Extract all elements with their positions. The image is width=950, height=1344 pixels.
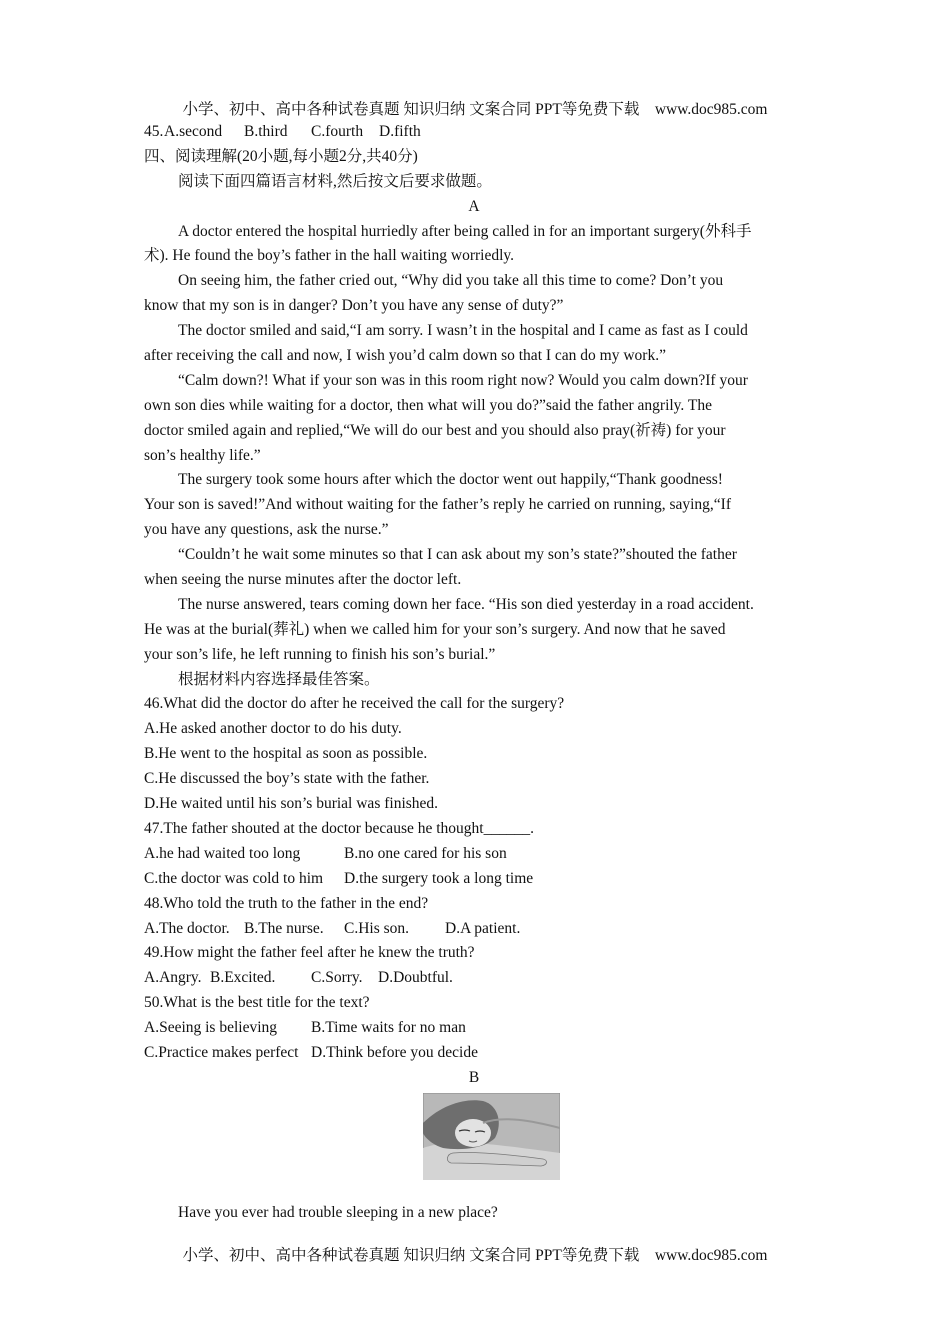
option: C.Practice makes perfect: [144, 1043, 299, 1061]
passage-line: 术). He found the boy’s father in the hall waiting worriedly.: [144, 247, 515, 265]
passage-line: The doctor smiled and said,“I am sorry. I wasn’t in the hospital and I came as fast as I could: [178, 322, 748, 340]
option: B.Time waits for no man: [311, 1019, 466, 1037]
passage-line: “Calm down?! What if your son was in this room right now? Would you calm down?If your: [178, 371, 748, 389]
passage-line: doctor smiled again and replied,“We will do our best and you should also pray(祈祷) for your: [144, 421, 726, 439]
option: D.fifth: [379, 123, 421, 140]
option: B.Excited.: [210, 969, 276, 987]
option: B.no one cared for his son: [344, 844, 507, 862]
options-row: [144, 917, 804, 942]
passage-line: you have any questions, ask the nurse.”: [144, 521, 389, 539]
question-45-stem: 45.: [144, 123, 164, 140]
passage-line: A doctor entered the hospital hurriedly after being called in for an important surgery(外科手: [178, 222, 752, 240]
page-header: 小学、初中、高中各种试卷真题 知识归纳 文案合同 PPT等免费下载 www.doc985.com: [182, 101, 768, 118]
page-footer: 小学、初中、高中各种试卷真题 知识归纳 文案合同 PPT等免费下载 www.doc985.com: [182, 1247, 768, 1264]
passage-line: He was at the burial(葬礼) when we called him for your son’s surgery. And now that he saved: [144, 620, 726, 638]
option: C.His son.: [344, 919, 410, 937]
option: D.the surgery took a long time: [344, 869, 534, 887]
passage-b-line: Have you ever had trouble sleeping in a new place?: [178, 1203, 498, 1221]
question-50-stem: 50.What is the best title for the text?: [144, 994, 370, 1012]
passage-line: On seeing him, the father cried out, “Why did you take all this time to come? Don’t you: [178, 272, 724, 290]
option: C.the doctor was cold to him: [144, 869, 324, 887]
option: D.Doubtful.: [378, 969, 453, 987]
passage-line: when seeing the nurse minutes after the doctor left.: [144, 571, 462, 589]
question-46-stem: 46.What did the doctor do after he received the call for the surgery?: [144, 695, 565, 713]
options-row: [144, 867, 804, 892]
question-48-stem: 48.Who told the truth to the father in the end?: [144, 894, 429, 912]
passage-line: own son dies while waiting for a doctor, then what will you do?”said the father angrily. The: [144, 396, 712, 414]
passage-b-label: B: [468, 1068, 480, 1086]
sleeping-woman-image: [144, 1093, 804, 1187]
question-49-stem: 49.How might the father feel after he knew the truth?: [144, 944, 475, 962]
question-47-stem: 47.The father shouted at the doctor because he thought______.: [144, 819, 534, 837]
passage-line: “Couldn’t he wait some minutes so that I can ask about my son’s state?”shouted the father: [178, 546, 737, 564]
section-title: 四、阅读理解(20小题,每小题2分,共40分): [144, 147, 418, 165]
option: C.He discussed the boy’s state with the father.: [144, 770, 430, 788]
passage-a-label: A: [468, 197, 480, 215]
passage-a-instruction: 根据材料内容选择最佳答案。: [178, 670, 380, 688]
options-row: [144, 966, 804, 991]
passage-line: son’s healthy life.”: [144, 446, 261, 464]
passage-line: The surgery took some hours after which the doctor went out happily,“Thank goodness!: [178, 471, 723, 489]
option: D.He waited until his son’s burial was finished.: [144, 795, 439, 813]
option: B.He went to the hospital as soon as possible.: [144, 745, 428, 763]
option: B.The nurse.: [244, 919, 324, 937]
option: A.second: [164, 123, 223, 140]
passage-line: your son’s life, he left running to finish his son’s burial.”: [144, 645, 496, 663]
passage-line: Your son is saved!”And without waiting for the father’s reply he carried on running, saying,“If: [144, 496, 732, 514]
options-row: [144, 1041, 804, 1066]
passage-line: know that my son is in danger? Don’t you have any sense of duty?”: [144, 297, 564, 315]
options-row: [144, 1016, 804, 1041]
options-row: [144, 842, 804, 867]
option: B.third: [244, 123, 288, 140]
option: A.He asked another doctor to do his duty.: [144, 720, 402, 738]
option: A.Seeing is believing: [144, 1019, 278, 1037]
option: C.fourth: [311, 123, 364, 140]
section-instruction: 阅读下面四篇语言材料,然后按文后要求做题。: [178, 172, 492, 190]
document-body: [144, 120, 804, 1226]
sleeping-woman-illustration: [423, 1093, 560, 1180]
question-45: [144, 120, 804, 145]
option: A.The doctor.: [144, 919, 230, 937]
passage-line: after receiving the call and now, I wish you’d calm down so that I can do my work.”: [144, 347, 666, 365]
passage-line: The nurse answered, tears coming down her face. “His son died yesterday in a road accident.: [178, 595, 754, 613]
option: A.Angry.: [144, 969, 202, 987]
option: D.A patient.: [445, 919, 521, 937]
option: C.Sorry.: [311, 969, 363, 987]
option: A.he had waited too long: [144, 844, 301, 862]
option: D.Think before you decide: [311, 1043, 478, 1061]
